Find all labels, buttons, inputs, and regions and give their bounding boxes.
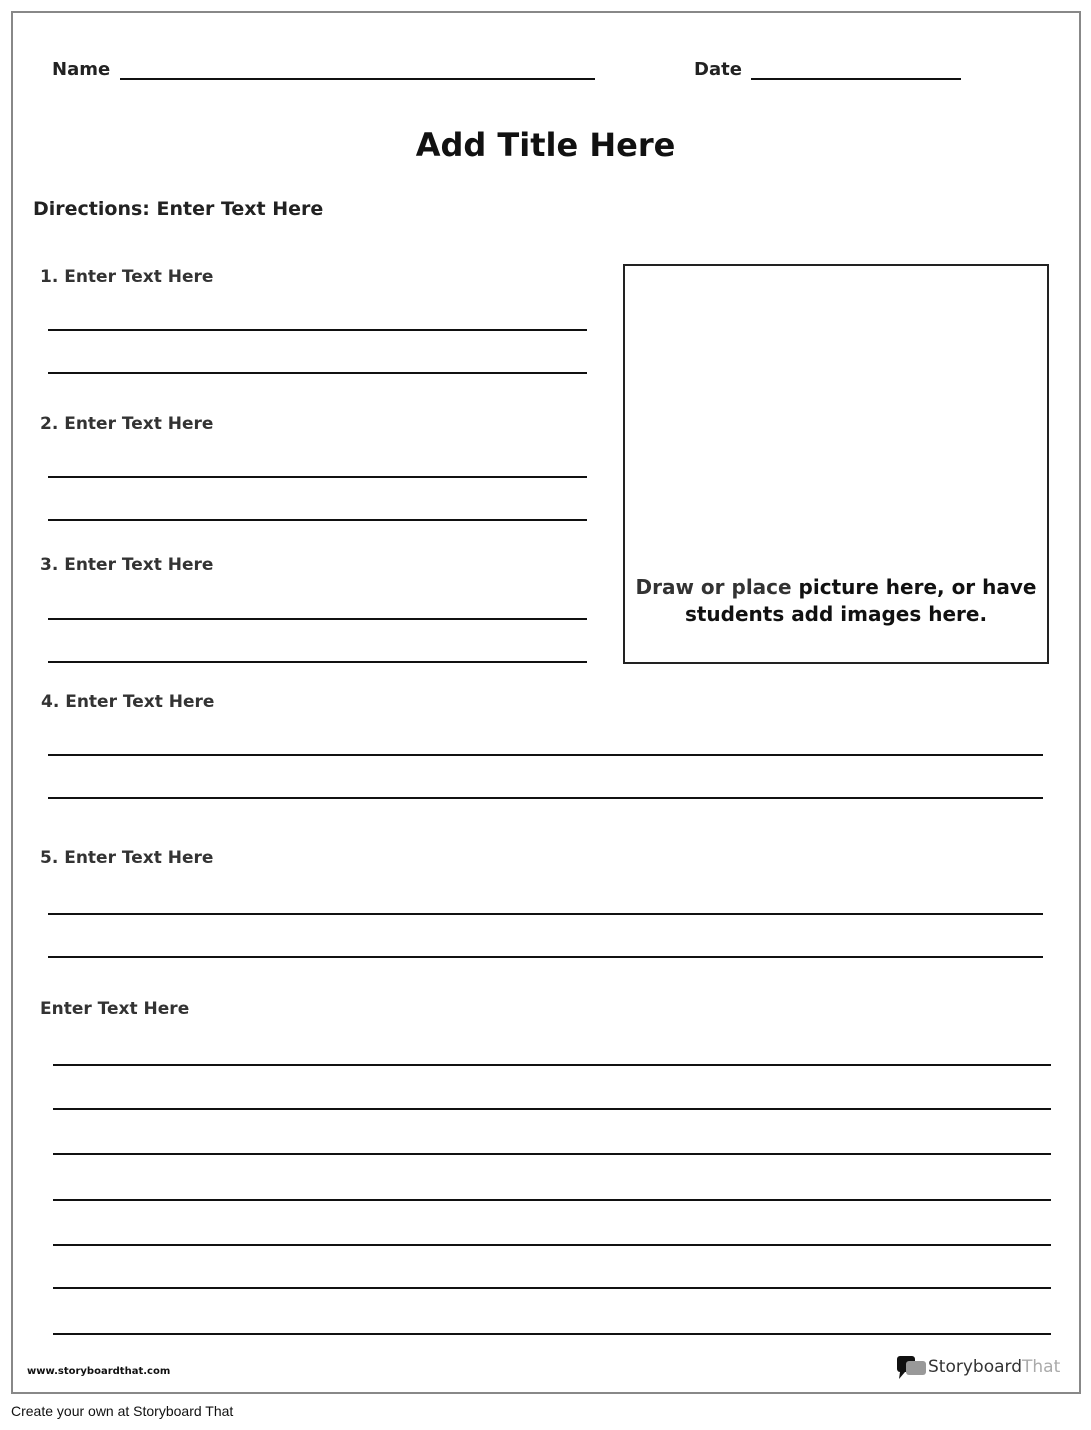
answer-line[interactable] <box>48 956 1043 958</box>
directions: Directions: Enter Text Here <box>33 198 324 220</box>
answer-line[interactable] <box>48 519 587 521</box>
speech-bubbles-icon <box>896 1354 928 1380</box>
answer-line[interactable] <box>48 661 587 663</box>
answer-line[interactable] <box>48 476 587 478</box>
writing-line[interactable] <box>53 1287 1051 1289</box>
logo-text-storyboard: Storyboard <box>928 1357 1022 1377</box>
extra-prompt: Enter Text Here <box>40 999 190 1019</box>
question-1: 1. Enter Text Here <box>40 267 214 287</box>
picture-text-1: Draw or place <box>635 575 792 599</box>
question-5: 5. Enter Text Here <box>40 848 214 868</box>
answer-line[interactable] <box>48 754 1043 756</box>
name-line[interactable] <box>120 78 595 80</box>
writing-line[interactable] <box>53 1244 1051 1246</box>
picture-text-2: picture here, or have students add images here. <box>684 575 1037 626</box>
credit-link[interactable]: Create your own at Storyboard That <box>11 1403 234 1419</box>
question-2: 2. Enter Text Here <box>40 414 214 434</box>
picture-box[interactable] <box>623 264 1049 664</box>
footer-url[interactable]: www.storyboardthat.com <box>27 1366 171 1377</box>
storyboardthat-logo[interactable] <box>896 1354 1060 1380</box>
writing-line[interactable] <box>53 1153 1051 1155</box>
answer-line[interactable] <box>48 913 1043 915</box>
writing-line[interactable] <box>53 1108 1051 1110</box>
answer-line[interactable] <box>48 618 587 620</box>
answer-line[interactable] <box>48 797 1043 799</box>
writing-line[interactable] <box>53 1199 1051 1201</box>
name-label: Name <box>52 59 111 80</box>
question-3: 3. Enter Text Here <box>40 555 214 575</box>
logo-text-that: That <box>1022 1357 1061 1377</box>
question-4: 4. Enter Text Here <box>41 692 215 712</box>
picture-instructions <box>625 574 1047 628</box>
writing-line[interactable] <box>53 1064 1051 1066</box>
answer-line[interactable] <box>48 329 587 331</box>
writing-line[interactable] <box>53 1333 1051 1335</box>
page-title: Add Title Here <box>415 126 676 164</box>
answer-line[interactable] <box>48 372 587 374</box>
date-line[interactable] <box>751 78 961 80</box>
date-label: Date <box>694 59 742 80</box>
